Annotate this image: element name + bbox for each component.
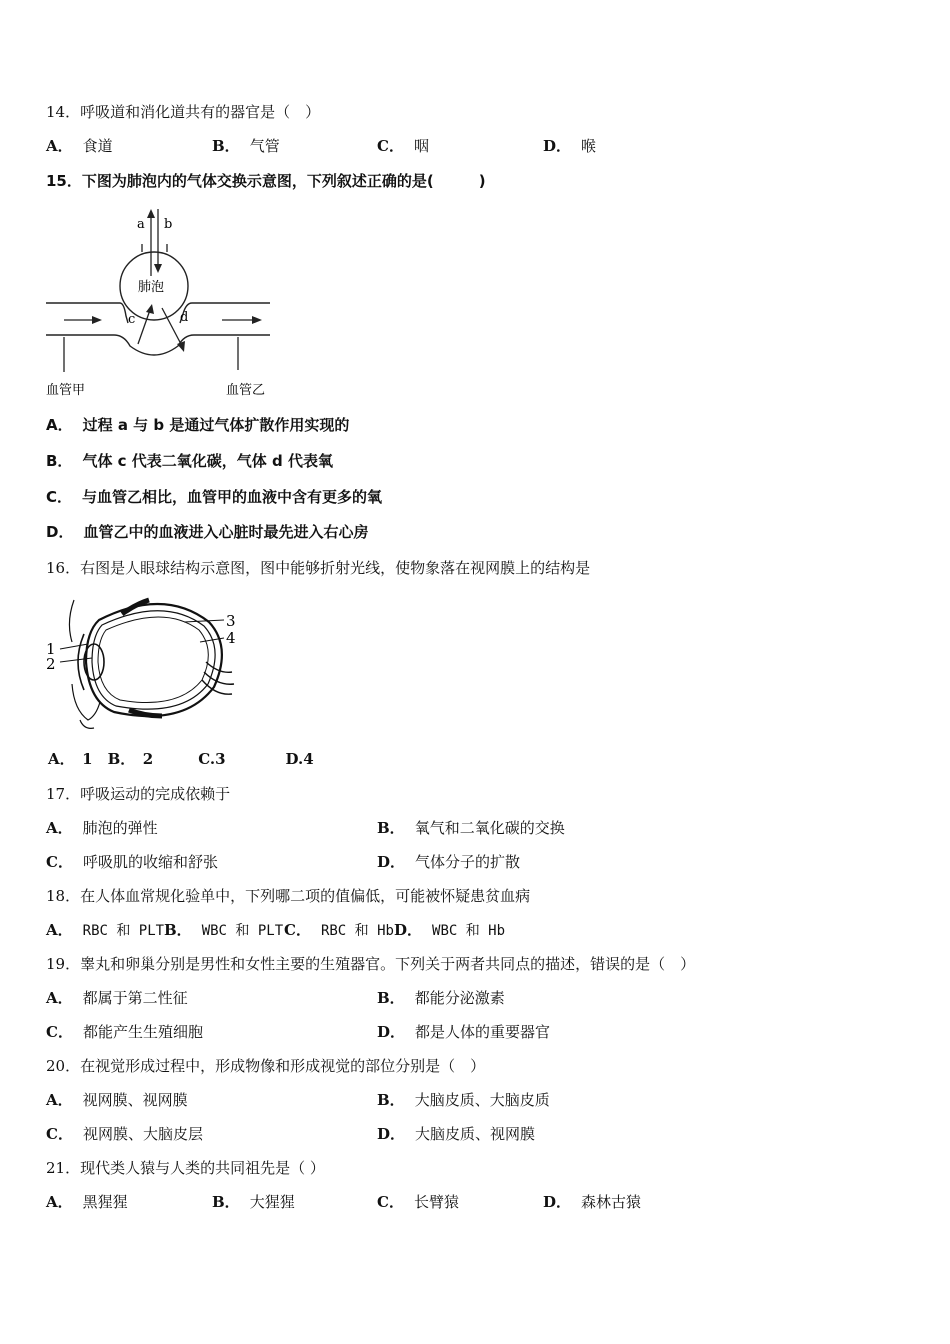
label-vessel-right: 血管乙 xyxy=(226,383,266,398)
eye-label-3: 3 xyxy=(226,612,236,630)
flow-arrow-right-icon xyxy=(252,316,262,324)
q19-option-c: C． 都能产生生殖细胞 xyxy=(46,1023,203,1041)
q21-stem: 21．现代类人猿与人类的共同祖先是（ ） xyxy=(46,1159,325,1177)
eye-label-4: 4 xyxy=(226,629,236,647)
q20-stem: 20．在视觉形成过程中，形成物像和形成视觉的部位分别是（ ） xyxy=(46,1057,486,1075)
q20-option-d: D． 大脑皮质、视网膜 xyxy=(377,1125,536,1143)
alveolus-gas-exchange-figure xyxy=(44,206,276,402)
q18-option-a: A． RBC 和 PLT xyxy=(46,921,165,939)
q15-option-a: A． 过程 a 与 b 是通过气体扩散作用实现的 xyxy=(46,416,350,434)
q17-option-b: B． 氧气和二氧化碳的交换 xyxy=(377,819,565,837)
q20-option-c: C． 视网膜、大脑皮层 xyxy=(46,1125,203,1143)
q16-options: A． 1 B． 2 C.3 D.4 xyxy=(48,750,314,768)
q16-stem: 16．右图是人眼球结构示意图，图中能够折射光线，使物象落在视网膜上的结构是 xyxy=(46,559,591,577)
q19-option-d: D． 都是人体的重要器官 xyxy=(377,1023,551,1041)
q20-option-a: A． 视网膜、视网膜 xyxy=(46,1091,188,1109)
q18-option-d: D． WBC 和 Hb xyxy=(394,921,506,939)
q14-option-c: C． 咽 xyxy=(377,137,429,155)
q18-option-c: C． RBC 和 Hb xyxy=(284,921,394,939)
q18-option-b: B． WBC 和 PLT xyxy=(164,921,284,939)
label-b: b xyxy=(164,217,173,232)
label-alveolus: 肺泡 xyxy=(138,280,165,295)
q17-option-d: D． 气体分子的扩散 xyxy=(377,853,521,871)
q20-option-b: B． 大脑皮质、大脑皮质 xyxy=(377,1091,550,1109)
label-c: c xyxy=(128,312,136,327)
flow-arrow-left-icon xyxy=(92,316,102,324)
q18-stem: 18．在人体血常规化验单中，下列哪二项的值偏低，可能被怀疑患贫血病 xyxy=(46,887,531,905)
q21-option-b: B． 大猩猩 xyxy=(212,1193,295,1211)
q21-option-c: C． 长臂猿 xyxy=(377,1193,459,1211)
label-d: d xyxy=(180,310,189,325)
q14-option-a: A． 食道 xyxy=(46,137,113,155)
label-a: a xyxy=(137,217,145,232)
q14-stem: 14．呼吸道和消化道共有的器官是（ ） xyxy=(46,103,321,121)
q19-stem: 19．睾丸和卵巢分别是男性和女性主要的生殖器官。下列关于两者共同点的描述，错误的是（ ） xyxy=(46,955,696,973)
q21-option-d: D． 森林古猿 xyxy=(543,1193,642,1211)
q15-option-b: B． 气体 c 代表二氧化碳，气体 d 代表氧 xyxy=(46,452,333,470)
q15-option-c: C． 与血管乙相比，血管甲的血液中含有更多的氧 xyxy=(46,488,383,506)
eye-label-2: 2 xyxy=(46,655,56,673)
q14-option-b: B． 气管 xyxy=(212,137,280,155)
arrow-d-icon xyxy=(162,308,182,346)
q14-option-d: D． 喉 xyxy=(543,137,597,155)
q15-option-d: D． 血管乙中的血液进入心脏时最先进入右心房 xyxy=(46,523,369,541)
eye-label-1: 1 xyxy=(46,640,56,658)
q17-option-c: C． 呼吸肌的收缩和舒张 xyxy=(46,853,218,871)
q17-option-a: A． 肺泡的弹性 xyxy=(46,819,158,837)
q19-option-a: A． 都属于第二性征 xyxy=(46,989,188,1007)
q19-option-b: B． 都能分泌激素 xyxy=(377,989,505,1007)
q21-option-a: A． 黑猩猩 xyxy=(46,1193,128,1211)
q15-stem: 15．下图为肺泡内的气体交换示意图，下列叙述正确的是( ) xyxy=(46,172,486,190)
q17-stem: 17．呼吸运动的完成依赖于 xyxy=(46,785,231,803)
arrow-c-icon xyxy=(138,310,150,344)
label-vessel-left: 血管甲 xyxy=(46,383,86,398)
eye-structure-figure xyxy=(44,592,244,732)
